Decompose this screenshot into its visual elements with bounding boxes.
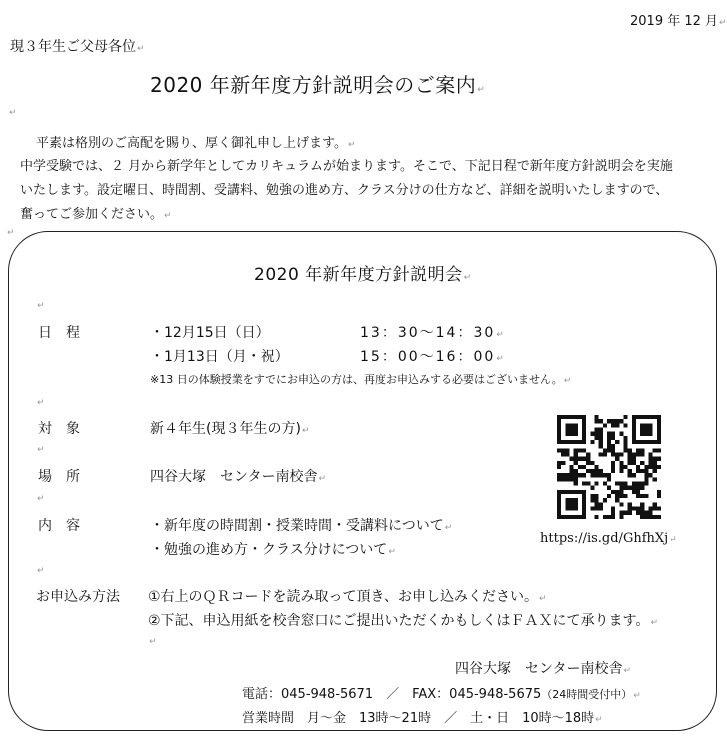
return-mark-icon xyxy=(149,637,157,647)
apply-method-1: ①右上のＱＲコードを読み取って頂き、お申し込みください。 ↵ xyxy=(148,586,547,606)
return-mark-icon xyxy=(445,523,453,533)
return-mark-icon xyxy=(302,426,310,436)
intro-line-1: 平素は格別のご高配を賜り、厚く御礼申し上げます。 ↵ xyxy=(36,132,356,151)
target-label: 対 象 xyxy=(38,421,80,437)
return-mark-icon xyxy=(496,354,506,364)
footer-contact: 電話：045-948-5671 ／ FAX：045-948-5675（24時間受付中） ↵ xyxy=(242,683,641,702)
return-mark-icon xyxy=(595,715,603,725)
return-mark-icon xyxy=(477,85,485,95)
return-mark-icon xyxy=(496,330,506,340)
place-value: 四谷大塚 センター南校舎 ↵ xyxy=(150,466,326,486)
return-mark-icon xyxy=(37,566,45,576)
return-mark-icon xyxy=(464,273,472,283)
return-mark-icon xyxy=(164,211,172,221)
apply-label: お申込み方法 xyxy=(36,589,120,605)
return-mark-icon xyxy=(37,445,45,455)
qr-code xyxy=(557,415,661,519)
return-mark-icon xyxy=(650,618,658,628)
schedule-label: 日 程 xyxy=(38,325,80,341)
target-value: 新４年生(現３年生の方) ↵ xyxy=(150,418,309,438)
return-mark-icon xyxy=(564,376,572,386)
return-mark-icon xyxy=(348,140,356,150)
footer-hours: 営業時間 月～金 13時～21時 ／ 土・日 10時～18時 ↵ xyxy=(242,707,603,726)
return-mark-icon xyxy=(669,535,677,545)
return-mark-icon xyxy=(623,666,631,676)
qr-url: https://is.gd/GhfhXj ↵ xyxy=(540,531,677,546)
apply-method-2: ②下記、申込用紙を校舎窓口にご提出いただくかもしくはＦＡＸにて承ります。 ↵ xyxy=(148,610,658,630)
intro-line-3: いたします。設定曜日、時間割、受講料、勉強の進め方、クラス分けの仕方など、詳細を説明いたしますので、 xyxy=(20,183,669,198)
schedule-time-2: 15：00～16：00 ↵ xyxy=(360,346,506,366)
return-mark-icon xyxy=(37,301,45,311)
return-mark-icon xyxy=(37,494,45,504)
schedule-date-1: ・12月15日（日） xyxy=(150,325,270,341)
document-date: 2019 年 12 月 ↵ xyxy=(630,10,727,29)
content-item-1: ・新年度の時間割・授業時間・受講料について ↵ xyxy=(150,515,452,535)
return-mark-icon xyxy=(719,18,727,28)
return-mark-icon xyxy=(9,108,17,118)
intro-line-2: 中学受験では、２ 月から新学年としてカリキュラムが始まります。そこで、下記日程で新年度方針説明会を実施 xyxy=(20,159,673,174)
return-mark-icon xyxy=(388,547,396,557)
intro-line-4: 奮ってご参加ください。 ↵ xyxy=(20,203,172,222)
content-item-2: ・勉強の進め方・クラス分けについて ↵ xyxy=(150,539,396,559)
schedule-note: ※13 日の体験授業をすでにお申込の方は、再度お申込みする必要はございません。 ↵ xyxy=(150,371,571,387)
schedule-date-2: ・1月13日（月・祝） xyxy=(150,349,289,365)
return-mark-icon xyxy=(318,474,326,484)
return-mark-icon xyxy=(539,594,547,604)
content-label: 内 容 xyxy=(38,518,80,534)
event-title: 2020 年新年度方針説明会 ↵ xyxy=(254,260,472,285)
return-mark-icon xyxy=(137,44,145,54)
recipient-line: 現３年生ご父母各位 ↵ xyxy=(10,36,145,56)
schedule-time-1: 13：30～14：30 ↵ xyxy=(360,322,506,342)
return-mark-icon xyxy=(7,228,15,238)
place-label: 場 所 xyxy=(38,469,80,485)
return-mark-icon xyxy=(37,398,45,408)
page-title: 2020 年新年度方針説明会のご案内 ↵ xyxy=(150,69,485,98)
return-mark-icon xyxy=(633,691,641,701)
footer-school: 四谷大塚 センター南校舎 ↵ xyxy=(455,658,631,678)
